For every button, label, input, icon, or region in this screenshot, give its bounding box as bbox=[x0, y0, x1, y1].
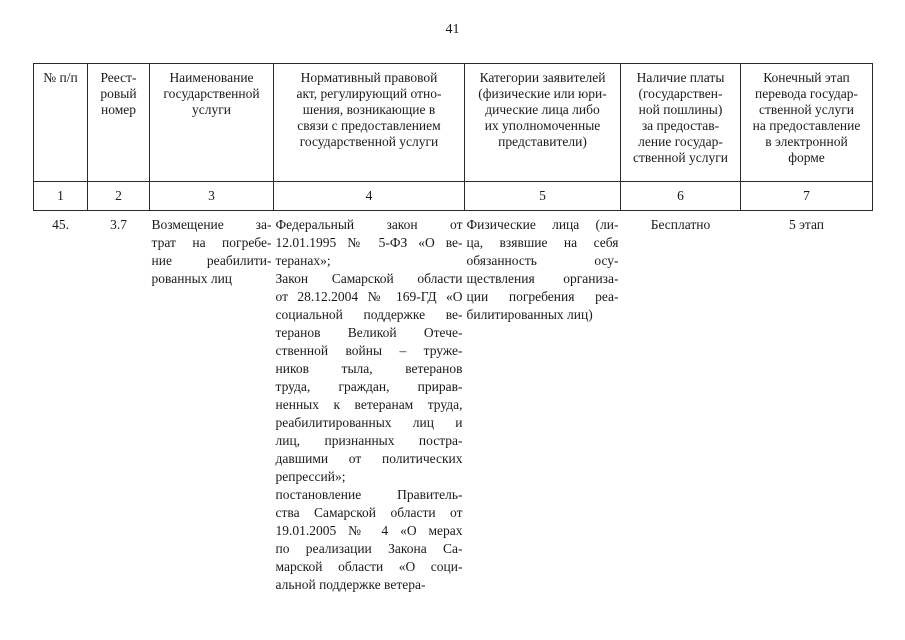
text-line: 12.01.1995 № 5-ФЗ «О ве- bbox=[275, 235, 463, 250]
text-line: труда, граждан, прирав- bbox=[275, 379, 463, 394]
text-line: Нормативный правовой bbox=[300, 70, 438, 85]
text-line: государственной услуги bbox=[299, 134, 439, 149]
text-line: форме bbox=[788, 150, 825, 165]
header-fee bbox=[621, 64, 741, 182]
text-line: перевода государ- bbox=[755, 86, 858, 101]
text-line: по реализации Закона Са- bbox=[275, 541, 463, 556]
header-legal-act bbox=[274, 64, 465, 182]
text-line: ников тыла, ветеранов bbox=[275, 361, 463, 376]
text-line: Конечный этап bbox=[763, 70, 850, 85]
text-line: связи с предоставлением bbox=[297, 118, 441, 133]
text-line: реабилитированных лиц и bbox=[275, 415, 463, 430]
page-number: 41 bbox=[445, 22, 460, 37]
legal-act bbox=[274, 211, 465, 595]
text-line: марской области «О соци- bbox=[275, 559, 463, 574]
text-line: № п/п bbox=[43, 70, 78, 85]
registry-number: 3.7 bbox=[110, 217, 127, 232]
column-number: 7 bbox=[741, 182, 873, 211]
text-line: лиц, признанных постра- bbox=[275, 433, 463, 448]
text-line: Реест- bbox=[100, 70, 137, 85]
header-row-number bbox=[34, 64, 88, 182]
text-line: репрессий»; bbox=[275, 469, 346, 484]
text-line: ственной услуги bbox=[633, 150, 728, 165]
header-service-name bbox=[150, 64, 274, 182]
text-line: дические лица либо bbox=[485, 102, 600, 117]
fee: Бесплатно bbox=[650, 217, 711, 232]
text-line: 19.01.2005 № 4 «О мерах bbox=[275, 523, 463, 538]
text-line: ства Самарской области от bbox=[275, 505, 463, 520]
text-line: социальной поддержке ве- bbox=[275, 307, 463, 322]
service-name bbox=[150, 211, 274, 595]
column-number: 3 bbox=[150, 182, 274, 211]
text-line: на предоставление bbox=[752, 118, 861, 133]
text-line: Физические лица (ли- bbox=[466, 217, 619, 232]
applicant-categories bbox=[465, 211, 621, 595]
text-line: Возмещение за- bbox=[151, 217, 272, 232]
text-line: обязанность осу- bbox=[466, 253, 619, 268]
table-header-row bbox=[34, 64, 873, 182]
text-line: номер bbox=[100, 102, 136, 117]
header-final-stage bbox=[741, 64, 873, 182]
text-line: за предостав- bbox=[641, 118, 720, 133]
final-stage: 5 этап bbox=[788, 217, 825, 232]
text-line: Наименование bbox=[169, 70, 254, 85]
row-number: 45. bbox=[52, 217, 69, 232]
text-line: постановление Правитель- bbox=[275, 487, 463, 502]
text-line: их уполномоченные bbox=[484, 118, 601, 133]
text-line: ровый bbox=[100, 86, 137, 101]
text-line: ществления организа- bbox=[466, 271, 619, 286]
text-line: представители) bbox=[498, 134, 587, 149]
text-line: ца, взявшие на себя bbox=[466, 235, 619, 250]
services-table bbox=[33, 63, 873, 594]
text-line: услуги bbox=[192, 102, 231, 117]
column-number: 5 bbox=[465, 182, 621, 211]
text-line: альной поддержке ветера- bbox=[275, 577, 426, 592]
text-line: Категории заявителей bbox=[479, 70, 606, 85]
text-line: государственной bbox=[163, 86, 260, 101]
text-line: акт, регулирующий отно- bbox=[296, 86, 442, 101]
text-line: ственной войны – труже- bbox=[275, 343, 463, 358]
text-line: шения, возникающие в bbox=[302, 102, 436, 117]
column-number: 4 bbox=[274, 182, 465, 211]
text-line: билитированных лиц) bbox=[466, 307, 593, 322]
column-number: 1 bbox=[34, 182, 88, 211]
text-line: ной пошлины) bbox=[638, 102, 723, 117]
text-line: теранах»; bbox=[275, 253, 331, 268]
text-line: трат на погребе- bbox=[151, 235, 272, 250]
text-line: в электронной bbox=[765, 134, 848, 149]
text-line: ственной услуги bbox=[759, 102, 854, 117]
text-line: Федеральный закон от bbox=[275, 217, 463, 232]
text-line: рованных лиц bbox=[151, 271, 233, 286]
text-line: (государствен- bbox=[638, 86, 723, 101]
text-line: ненных к ветеранам труда, bbox=[275, 397, 463, 412]
header-registry-number bbox=[88, 64, 150, 182]
text-line: Закон Самарской области bbox=[275, 271, 463, 286]
text-line: ние реабилити- bbox=[151, 253, 272, 268]
text-line: давшими от политических bbox=[275, 451, 463, 466]
column-number: 2 bbox=[88, 182, 150, 211]
text-line: (физические или юри- bbox=[478, 86, 607, 101]
text-line: ление государ- bbox=[638, 134, 723, 149]
column-number-row bbox=[34, 182, 873, 211]
text-line: ции погребения реа- bbox=[466, 289, 619, 304]
table-row bbox=[34, 211, 873, 595]
header-applicant-categories bbox=[465, 64, 621, 182]
text-line: Наличие платы bbox=[636, 70, 725, 85]
text-line: теранов Великой Отече- bbox=[275, 325, 463, 340]
text-line: от 28.12.2004 № 169-ГД «О bbox=[275, 289, 463, 304]
column-number: 6 bbox=[621, 182, 741, 211]
